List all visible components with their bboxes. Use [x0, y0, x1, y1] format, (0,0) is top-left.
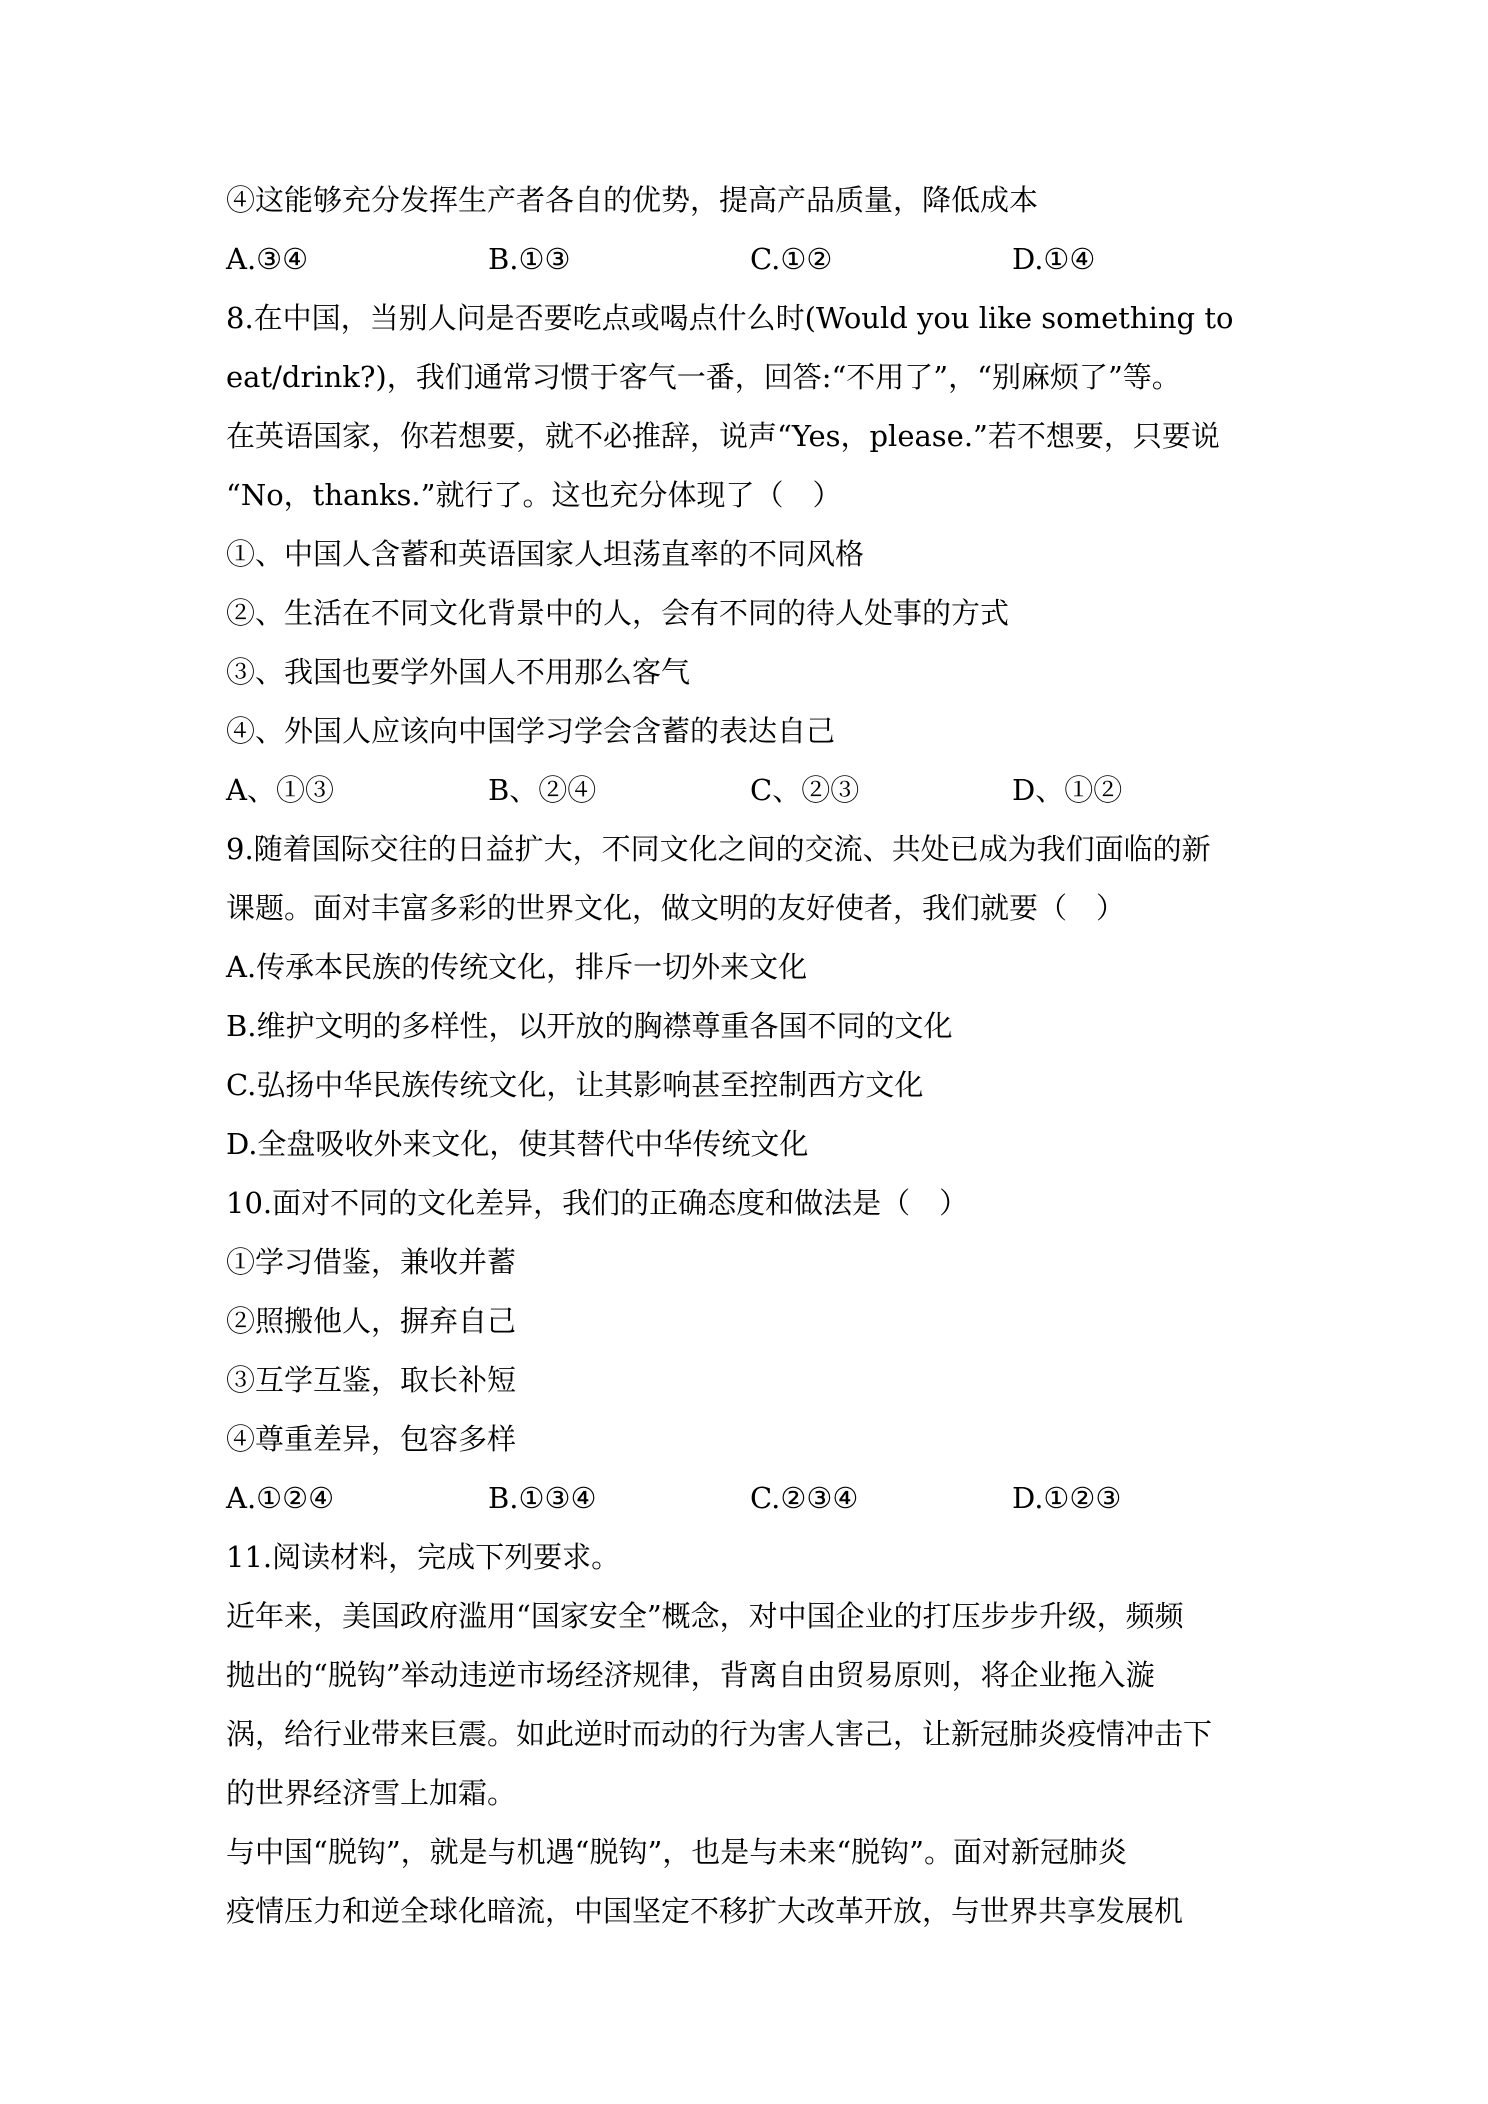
q10-stem: 10.面对不同的文化差异，我们的正确态度和做法是（ ）	[226, 1186, 969, 1220]
q10-item-4: ④尊重差异，包容多样	[226, 1422, 517, 1456]
q8-item-1: ①、中国人含蓄和英语国家人坦荡直率的不同风格	[226, 537, 865, 571]
q9-choice-c: C.弘扬中华民族传统文化，让其影响甚至控制西方文化	[226, 1068, 924, 1102]
q7-option-c: C.①②	[750, 242, 833, 276]
q11-stem: 11.阅读材料，完成下列要求。	[226, 1540, 621, 1574]
q8-item-2: ②、生活在不同文化背景中的人，会有不同的待人处事的方式	[226, 596, 1010, 630]
q10-item-2: ②照搬他人，摒弃自己	[226, 1304, 517, 1338]
q8-option-c: C、②③	[750, 773, 860, 807]
q8-stem-line-3: 在英语国家，你若想要，就不必推辞，说声“Yes，please.”若不想要，只要说	[226, 419, 1220, 453]
q11-para1-line-2: 抛出的“脱钩”举动违逆市场经济规律，背离自由贸易原则，将企业拖入漩	[226, 1658, 1155, 1692]
q11-para1-line-1: 近年来，美国政府滥用“国家安全”概念，对中国企业的打压步步升级，频频	[226, 1599, 1184, 1633]
q8-stem-line-1: 8.在中国，当别人问是否要吃点或喝点什么时(Would you like something to	[226, 301, 1234, 335]
q11-para1-line-4: 的世界经济雪上加霜。	[226, 1776, 517, 1810]
q11-para2-line-1: 与中国“脱钩”，就是与机遇“脱钩”，也是与未来“脱钩”。面对新冠肺炎	[226, 1835, 1127, 1869]
q8-item-3: ③、我国也要学外国人不用那么客气	[226, 655, 691, 689]
q9-stem-line-2: 课题。面对丰富多彩的世界文化，做文明的友好使者，我们就要（ ）	[226, 891, 1126, 925]
q11-para1-line-3: 涡，给行业带来巨震。如此逆时而动的行为害人害己，让新冠肺炎疫情冲击下	[226, 1717, 1213, 1751]
q8-item-4: ④、外国人应该向中国学习学会含蓄的表达自己	[226, 714, 836, 748]
q7-option-b: B.①③	[488, 242, 571, 276]
q7-option-a: A.③④	[226, 242, 309, 276]
q8-option-a: A、①③	[226, 773, 334, 807]
q10-option-b: B.①③④	[488, 1481, 597, 1515]
q7-item-4: ④这能够充分发挥生产者各自的优势，提高产品质量，降低成本	[226, 183, 1039, 217]
q10-item-1: ①学习借鉴，兼收并蓄	[226, 1245, 517, 1279]
q8-stem-line-4: “No，thanks.”就行了。这也充分体现了（ ）	[226, 478, 842, 512]
q7-option-d: D.①④	[1012, 242, 1096, 276]
q10-option-c: C.②③④	[750, 1481, 859, 1515]
q9-stem-line-1: 9.随着国际交往的日益扩大，不同文化之间的交流、共处已成为我们面临的新	[226, 832, 1211, 866]
q10-option-a: A.①②④	[226, 1481, 335, 1515]
q9-choice-d: D.全盘吸收外来文化，使其替代中华传统文化	[226, 1127, 809, 1161]
q9-choice-a: A.传承本民族的传统文化，排斥一切外来文化	[226, 950, 808, 984]
q8-option-d: D、①②	[1012, 773, 1123, 807]
q10-item-3: ③互学互鉴，取长补短	[226, 1363, 517, 1397]
q8-option-b: B、②④	[488, 773, 597, 807]
q11-para2-line-2: 疫情压力和逆全球化暗流，中国坚定不移扩大改革开放，与世界共享发展机	[226, 1894, 1184, 1928]
q8-stem-line-2: eat/drink?)，我们通常习惯于客气一番，回答:“不用了”，“别麻烦了”等。	[226, 360, 1181, 394]
q10-option-d: D.①②③	[1012, 1481, 1122, 1515]
q9-choice-b: B.维护文明的多样性，以开放的胸襟尊重各国不同的文化	[226, 1009, 953, 1043]
